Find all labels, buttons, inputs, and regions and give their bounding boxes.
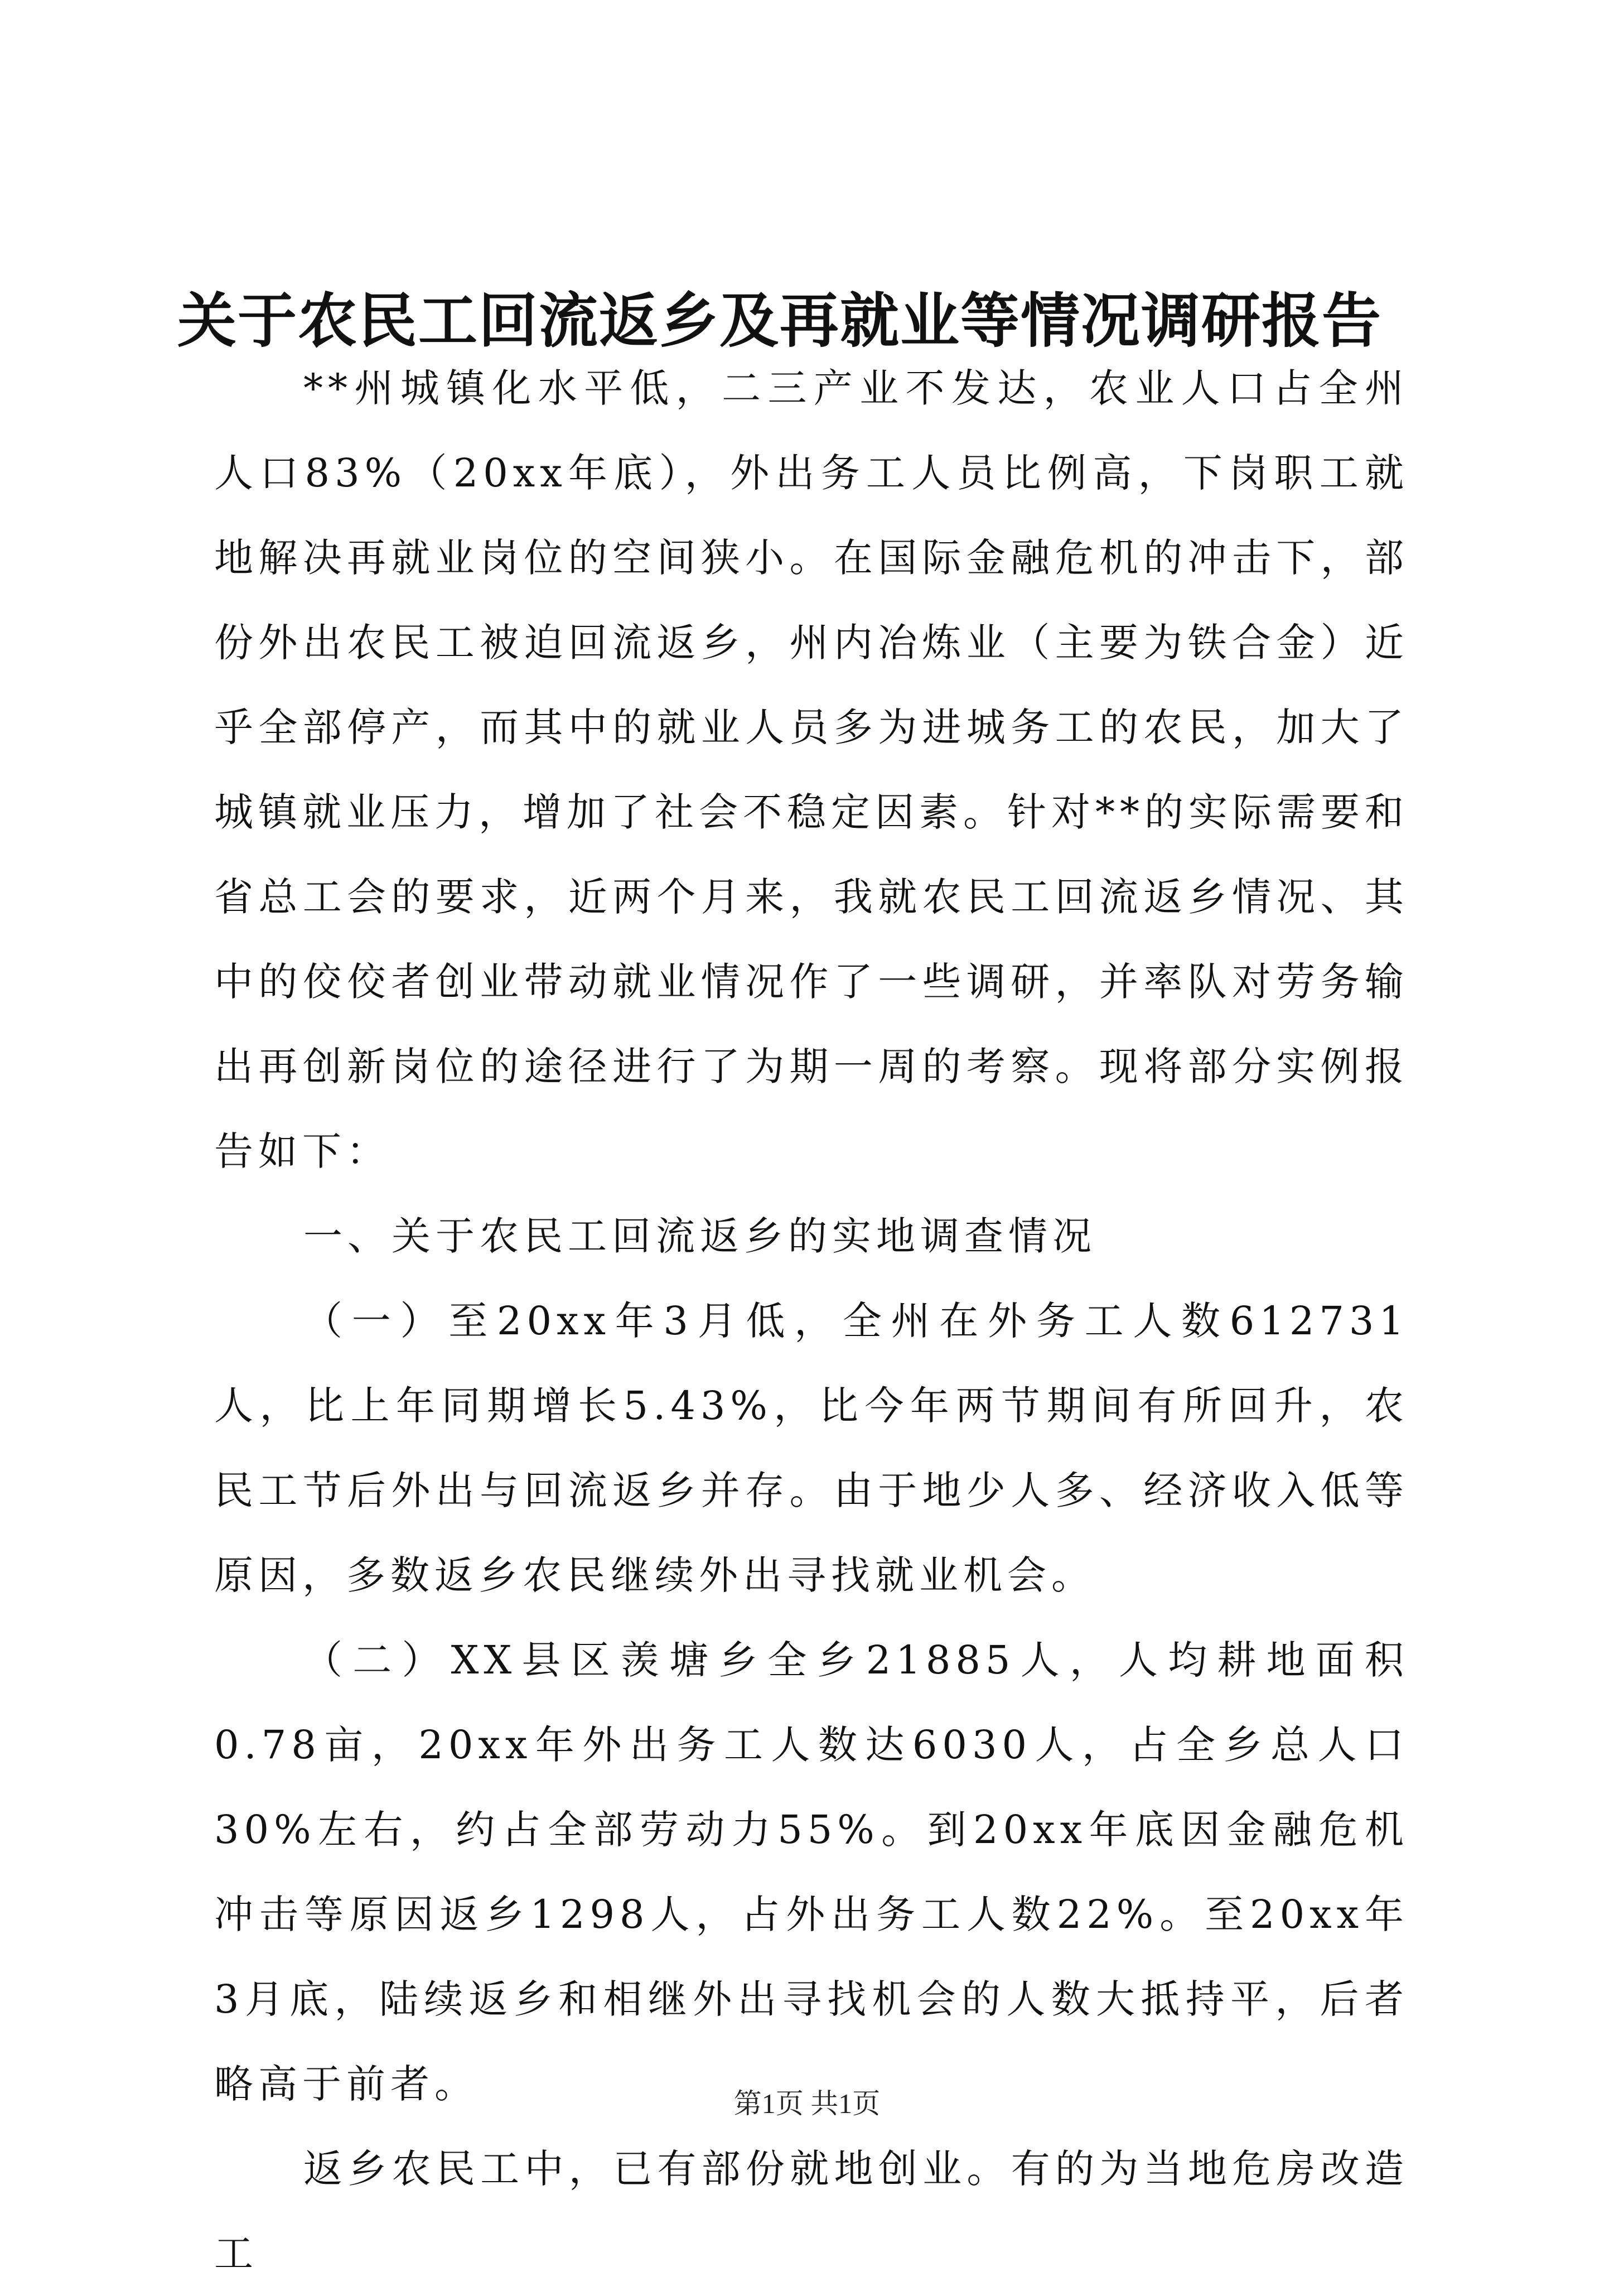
paragraph-item-2: （二）XX县区羡塘乡全乡21885人，人均耕地面积0.78亩，20xx年外出务工人数达6030人，占全乡总人口30%左右，约占全部劳动力55%。到20xx年底因金融危机冲击等原因返乡1298人，占外出务工人数22%。至20xx年3月底，陆续返乡和相继外出寻找机会的人数大抵持平，后者略高于前者。 <box>214 1637 1409 2107</box>
paragraph-continuation: 返乡农民工中，已有部份就地创业。有的为当地危房改造工 <box>214 2146 1409 2276</box>
document-title: 关于农民工回流返乡及再就业等情况调研报告 <box>177 286 1382 355</box>
section-heading: 一、关于农民工回流返乡的实地调查情况 <box>303 1213 1096 1259</box>
document-body <box>214 346 1409 2296</box>
paragraph-item-1: （一）至20xx年3月低，全州在外务工人数612731人，比上年同期增长5.43%，比今年两节期间有所回升，农民工节后外出与回流返乡并存。由于地少人多、经济收入低等原因，多数返乡农民继续外出寻找就业机会。 <box>214 1298 1409 1598</box>
intro-paragraph: **州城镇化水平低，二三产业不发达，农业人口占全州人口83%（20xx年底），外出务工人员比例高，下岗职工就地解决再就业岗位的空间狭小。在国际金融危机的冲击下，部份外出农民工被迫回流返乡，州内冶炼业（主要为铁合金）近乎全部停产，而其中的就业人员多为进城务工的农民，加大了城镇就业压力，增加了社会不稳定因素。针对**的实际需要和省总工会的要求，近两个月来，我就农民工回流返乡情况、其中的佼佼者创业带动就业情况作了一些调研，并率队对劳务输出再创新岗位的途径进行了为期一周的考察。现将部分实例报告如下： <box>214 365 1409 1174</box>
page-footer: 第1页 共1页 <box>733 2088 881 2119</box>
